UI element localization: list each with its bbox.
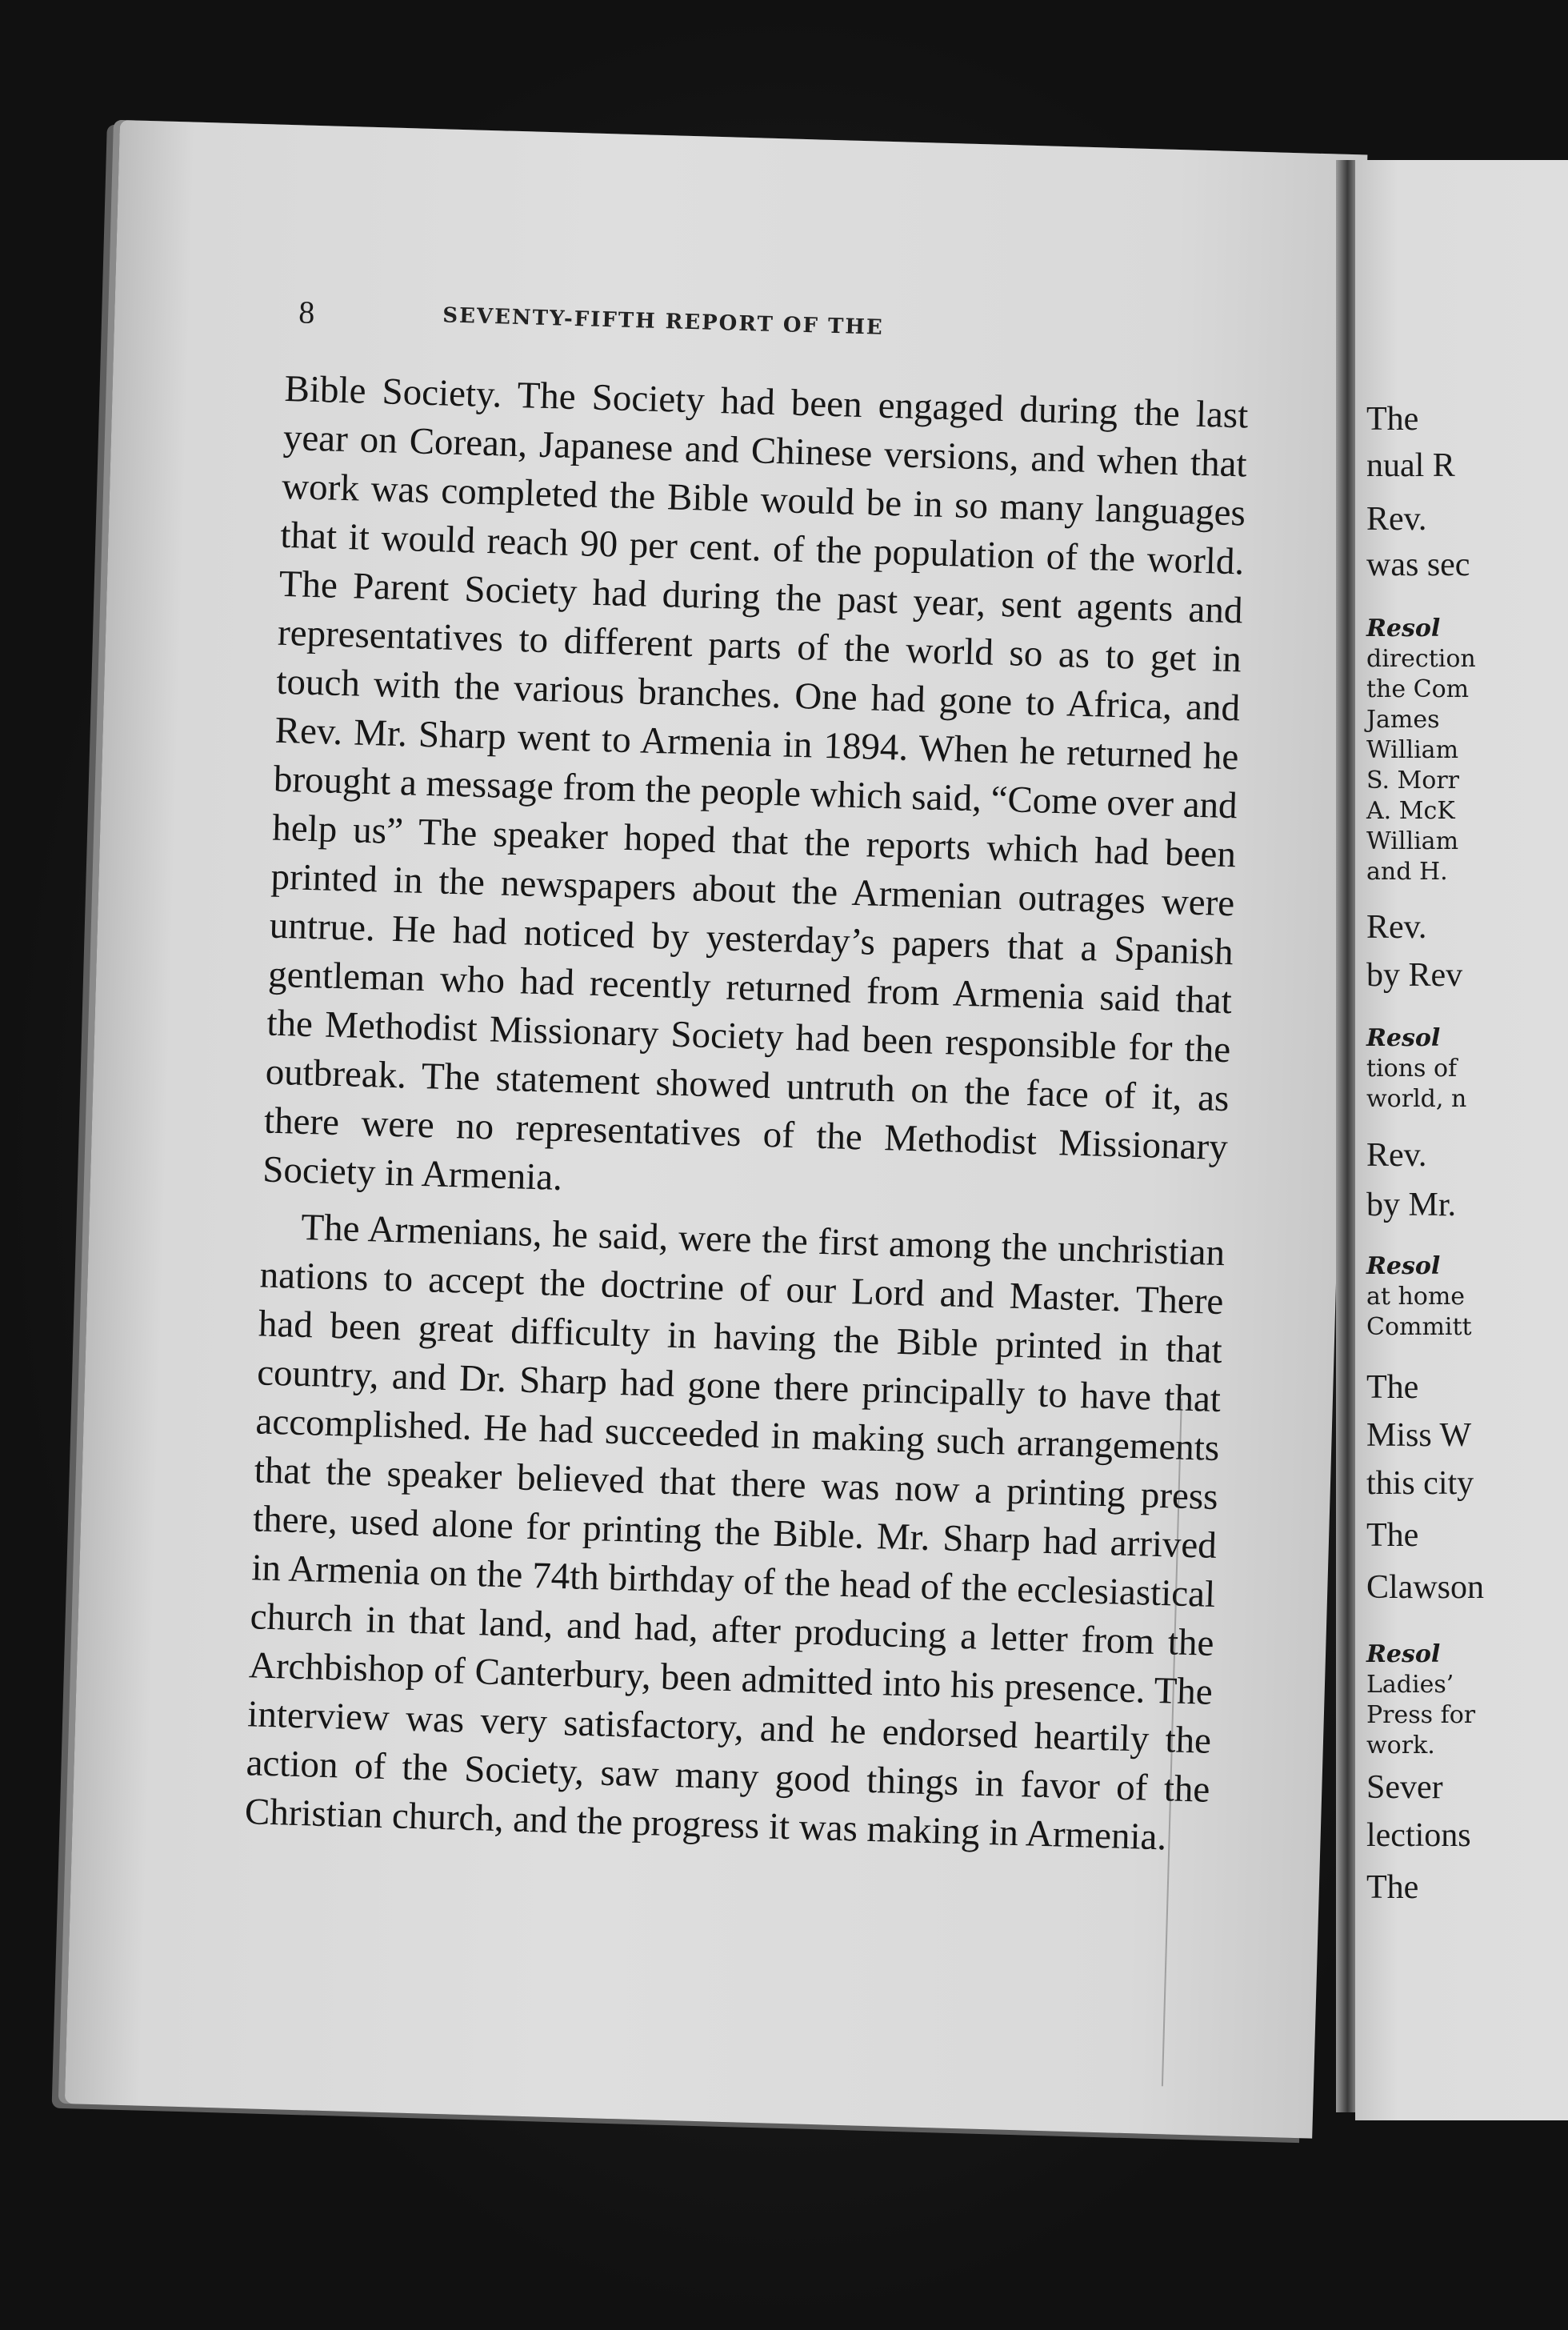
right-page-text: was sec xyxy=(1366,546,1470,583)
page-number: 8 xyxy=(298,294,316,330)
right-page-text: by Mr. xyxy=(1366,1187,1457,1223)
right-page-text: Sever xyxy=(1366,1769,1443,1806)
right-page-text: by Rev xyxy=(1366,957,1463,994)
right-page-text: direction xyxy=(1366,645,1476,673)
right-page-text: and H. xyxy=(1366,858,1448,886)
right-page-text: Rev. xyxy=(1366,909,1427,946)
right-page-text: William xyxy=(1366,736,1459,764)
right-page-text: the Com xyxy=(1366,675,1470,703)
right-page-text: Miss W xyxy=(1366,1417,1472,1454)
right-page-text: Rev. xyxy=(1366,1137,1427,1174)
right-page-text: James xyxy=(1366,706,1440,734)
right-page-text: The xyxy=(1366,1517,1419,1554)
right-page-text: nual R xyxy=(1366,447,1455,484)
right-page-text: lections xyxy=(1366,1817,1471,1854)
right-page-text: work. xyxy=(1366,1731,1435,1760)
right-page-text: tions of xyxy=(1366,1055,1458,1083)
right-page-text: Rev. xyxy=(1366,501,1427,538)
right-page-text: Committ xyxy=(1366,1313,1472,1341)
left-page xyxy=(65,120,1368,2139)
right-page-text: Press for xyxy=(1366,1701,1476,1729)
right-page-text: this city xyxy=(1366,1465,1474,1502)
paragraph: The Armenians, he said, were the first among the unchristian nations to accept the doctrine of our Lord and Master. There had been great difficulty in having the Bible printed in that country, and Dr. Sharp had gone there principally to have that accomplished. He had succeeded in making such arrangements that the speaker believed that there was now a printing press there, used alone for printing the Bible. Mr. Sharp had arrived in Armenia on the 74th birthday of the head of the ecclesiastical church in that land, and had, after producing a letter from the Archbishop of Canterbury, been admitted into his presence. The interview was very satisfactory, and he endorsed heartily the action of the Society, saw many good things in favor of the Christian church, and the progress it was making in Armenia. xyxy=(244,1206,1226,1859)
right-page-text: world, n xyxy=(1366,1085,1467,1113)
right-page-text: The xyxy=(1366,1369,1419,1406)
right-page-text: Clawson xyxy=(1366,1569,1484,1606)
right-page-text: at home xyxy=(1366,1283,1466,1311)
right-page-text: William xyxy=(1366,827,1459,855)
right-page-text: S. Morr xyxy=(1366,767,1460,795)
right-page-text: Ladies’ xyxy=(1366,1671,1454,1699)
running-head: SEVENTY-FIFTH REPORT OF THE xyxy=(442,303,885,340)
right-page-text: The xyxy=(1366,401,1419,438)
paragraph: Bible Society. The Society had been engaged during the last year on Corean, Japanese and Chinese versions, and when that work was completed the Bible would be in so many languages that it would reach 90 per cent. of the population of the world. The Parent Society had during the past year, sent agents and representatives to different parts of the world so as to get in touch with the various branches. One had gone to Africa, and Rev. Mr. Sharp went to Armenia in 1894. When he returned he brought a message from the people which said, “Come over and help us” The speaker hoped that the reports which had been printed in the newspapers about the Armenian outrages were untrue. He had noticed by yesterday’s papers that a Spanish gentleman who had recently returned from Armenia said that the Methodist Missionary Society had been responsible for the outbreak. The statement showed untruth on the face of it, as there were no representatives of the Methodist Missionary Society in Armenia. xyxy=(262,367,1249,1199)
right-page-text: Resol xyxy=(1366,1024,1441,1052)
right-page xyxy=(1355,160,1568,2120)
right-page-text: Resol xyxy=(1366,1640,1441,1668)
book-gutter xyxy=(1336,160,1355,2112)
body-text xyxy=(244,365,1249,1864)
right-page-text: Resol xyxy=(1366,1252,1441,1280)
right-page-text: A. McK xyxy=(1366,797,1455,825)
right-page-text: The xyxy=(1366,1869,1419,1906)
right-page-text: Resol xyxy=(1366,615,1441,643)
